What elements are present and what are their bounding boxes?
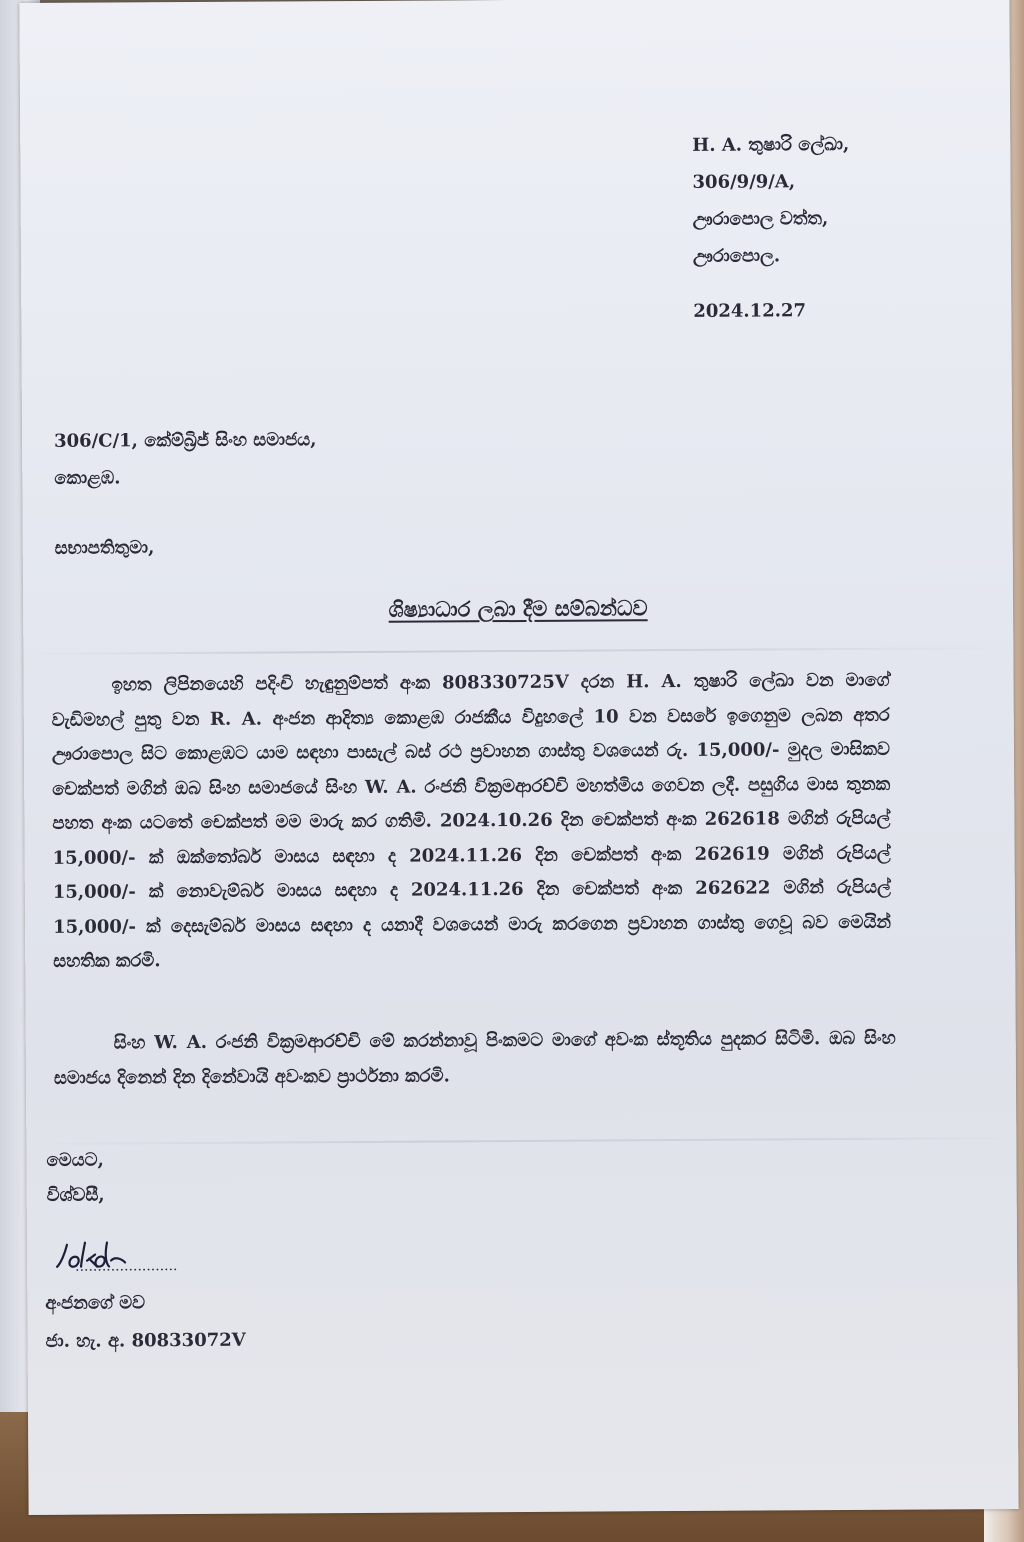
handwritten-signature: [45, 1234, 215, 1275]
sender-address: [692, 126, 850, 275]
sender-name: H. A. තුෂාරි ලේඛා,: [692, 133, 850, 156]
paper-fold: [23, 647, 1013, 655]
recipient-address-line: 306/C/1, කේම්බ්‍රිජ් සිංහ සමාජය,: [54, 429, 317, 452]
salutation: සභාපතිතුමා,: [54, 537, 155, 559]
sender-address-line: ඌරාපොල වත්ත,: [692, 208, 829, 230]
body-paragraph: ඉහත ලිපිනයෙහි පදිංචි හැඳුනුම්පත් අංක 808330725V දරන H. A. තුෂාරි ලේඛා වන මාගේ වැඩිමහල් පුතු වන R. A. අංජන ආදිත්‍ය කොළඹ රාජකීය විදුහලේ 10 වන වසරේ ඉගෙනුම ලබන අතර ඌරාපොල සිට කොළඹට යාම සඳහා පාසැල් බස් රථ ප්‍රවාහන ගාස්තු වශයෙන් රු. 15,000/- මුදල මාසිකව චෙක්පත් මගින් ඔබ සිංහ සමාජයේ සිංහ W. A. රංජනි වික්‍රමආරච්චි මහත්මිය ගෙවන ලදී. පසුගිය මාස තුනක පහත අංක යටතේ චෙක්පත් මම මාරු කර ගතිමි. 2024.10.26 දින චෙක්පත් අංක 262618 මගින් රුපියල් 15,000/- ක් ඔක්තෝබර් මාසය සඳහා ද 2024.11.26 දින චෙක්පත් අංක 262619 මගින් රුපියල් 15,000/- ක් නොවැම්බර් මාසය සඳහා ද 2024.11.26 දින චෙක්පත් අංක 262622 මගින් රුපියල් 15,000/- ක් දෙසැම්බර් මාසය සඳහා ද යනාදී වශයෙන් මාරු කරගෙන ප්‍රවාහන ගාස්තු ගෙවූ බව මෙයින් සහතික කරමි.: [51, 669, 892, 972]
closing-line: මෙයට,: [46, 1149, 104, 1171]
recipient-address-line: කොළඹ.: [54, 467, 121, 489]
subject-heading: ශිෂ්‍යාධාර ලබා දීම සම්බන්ධව: [388, 595, 648, 622]
closing: [46, 1143, 104, 1213]
letter-date: 2024.12.27: [693, 300, 807, 322]
sender-address-line: 306/9/9/A,: [692, 171, 796, 193]
signer-label: අංජනගේ මව: [45, 1292, 146, 1314]
signer-block: [45, 1284, 246, 1361]
closing-line: විශ්වසී,: [46, 1184, 105, 1206]
sender-address-line: ඌරාපොල.: [692, 245, 781, 267]
body-paragraph: සිංහ W. A. රංජනි වික්‍රමආරච්චි මේ කරන්නාවූ පිංකමට මාගේ අවංක ස්තූතිය පුදකර සිටිමි. ඔබ සිංහ සමාජය දිනෙන් දින දිනේවායි අවංකව ප්‍රාර්ථනා කරමි.: [53, 1027, 896, 1089]
signer-nic: ජා. හැ. අ. 80833072V: [45, 1329, 246, 1352]
recipient-address: [54, 421, 317, 497]
letter-page: [19, 0, 1018, 1515]
signature-dots: .......................: [75, 1258, 178, 1275]
paper-fold: [26, 1137, 1016, 1145]
